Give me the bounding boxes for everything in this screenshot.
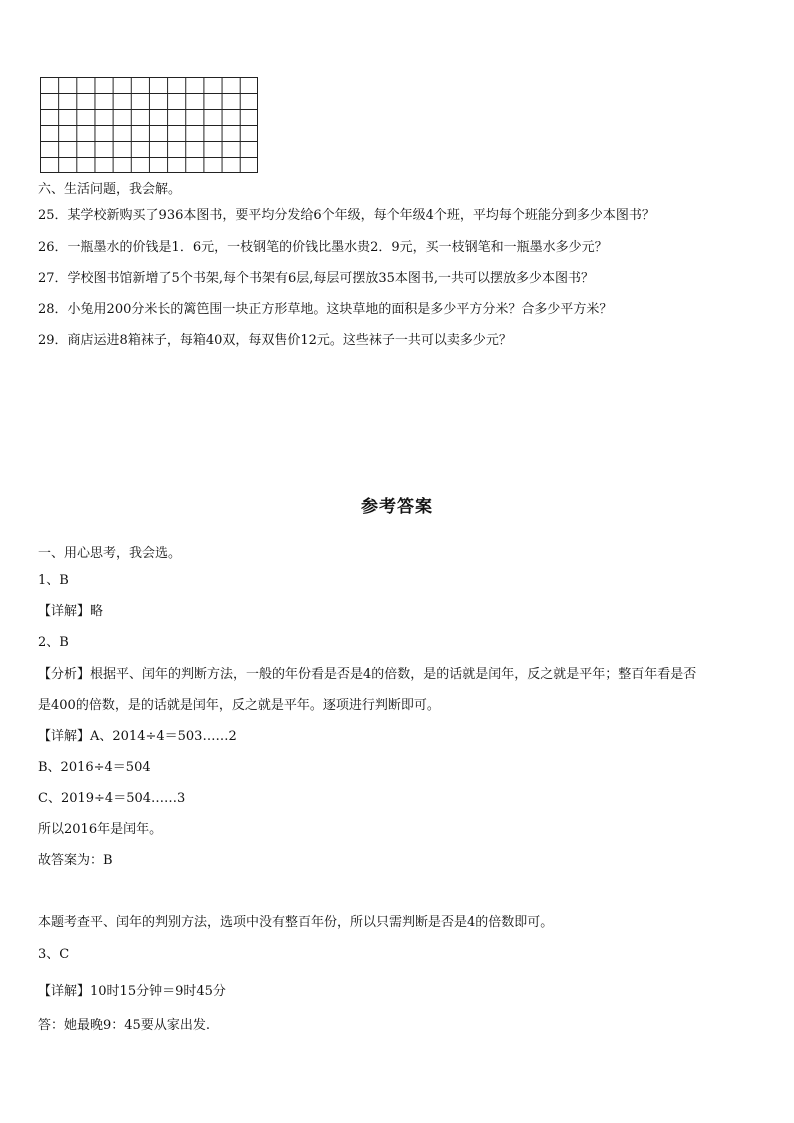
question-27: 27．学校图书馆新增了5个书架,每个书架有6层,每层可摆放35本图书,一共可以摆放多少本图书？ — [38, 271, 595, 286]
answer-3-answer: 答：她最晚9：45要从家出发. — [38, 1018, 210, 1033]
question-29: 29．商店运进8箱袜子，每箱40双，每双售价12元。这些袜子一共可以卖多少元？ — [38, 333, 512, 348]
answer-2-detail-b: B、2016÷4＝504 — [38, 760, 151, 775]
answer-3: 3、C — [38, 947, 70, 962]
question-26: 26．一瓶墨水的价钱是1．6元，一枝钢笔的价钱比墨水贵2．9元，买一枝钢笔和一瓶墨水多少元？ — [38, 240, 608, 255]
answer-2-analysis-line-2: 是400的倍数，是的话就是闰年，反之就是平年。逐项进行判断即可。 — [38, 698, 440, 713]
answer-2-detail-a: 【详解】A、2014÷4＝503……2 — [38, 729, 237, 744]
answer-3-detail: 【详解】10时15分钟＝9时45分 — [38, 984, 226, 999]
writing-grid — [40, 77, 258, 173]
answers-section-heading: 一、用心思考，我会选。 — [38, 546, 182, 561]
answers-title: 参考答案 — [361, 497, 433, 517]
question-28: 28．小兔用200分米长的篱笆围一块正方形草地。这块草地的面积是多少平方分米？合多少平方米？ — [38, 302, 613, 317]
answer-2-detail-c: C、2019÷4＝504……3 — [38, 791, 186, 806]
answer-2-note: 本题考查平、闰年的判别方法，选项中没有整百年份，所以只需判断是否是4的倍数即可。 — [38, 915, 554, 930]
answer-1-detail: 【详解】略 — [38, 604, 104, 619]
answer-2-analysis-line-1: 【分析】根据平、闰年的判断方法，一般的年份看是否是4的倍数，是的话就是闰年，反之就是平年；整百年看是否 — [38, 667, 697, 682]
question-25: 25．某学校新购买了936本图书，要平均分发给6个年级，每个年级4个班，平均每个班能分到多少本图书？ — [38, 208, 655, 223]
answer-1: 1、B — [38, 573, 69, 588]
answer-2-conclusion: 所以2016年是闰年。 — [38, 822, 163, 837]
section-heading: 六、生活问题，我会解。 — [38, 182, 182, 197]
answer-2: 2、B — [38, 635, 69, 650]
answer-2-final: 故答案为：B — [38, 853, 113, 868]
